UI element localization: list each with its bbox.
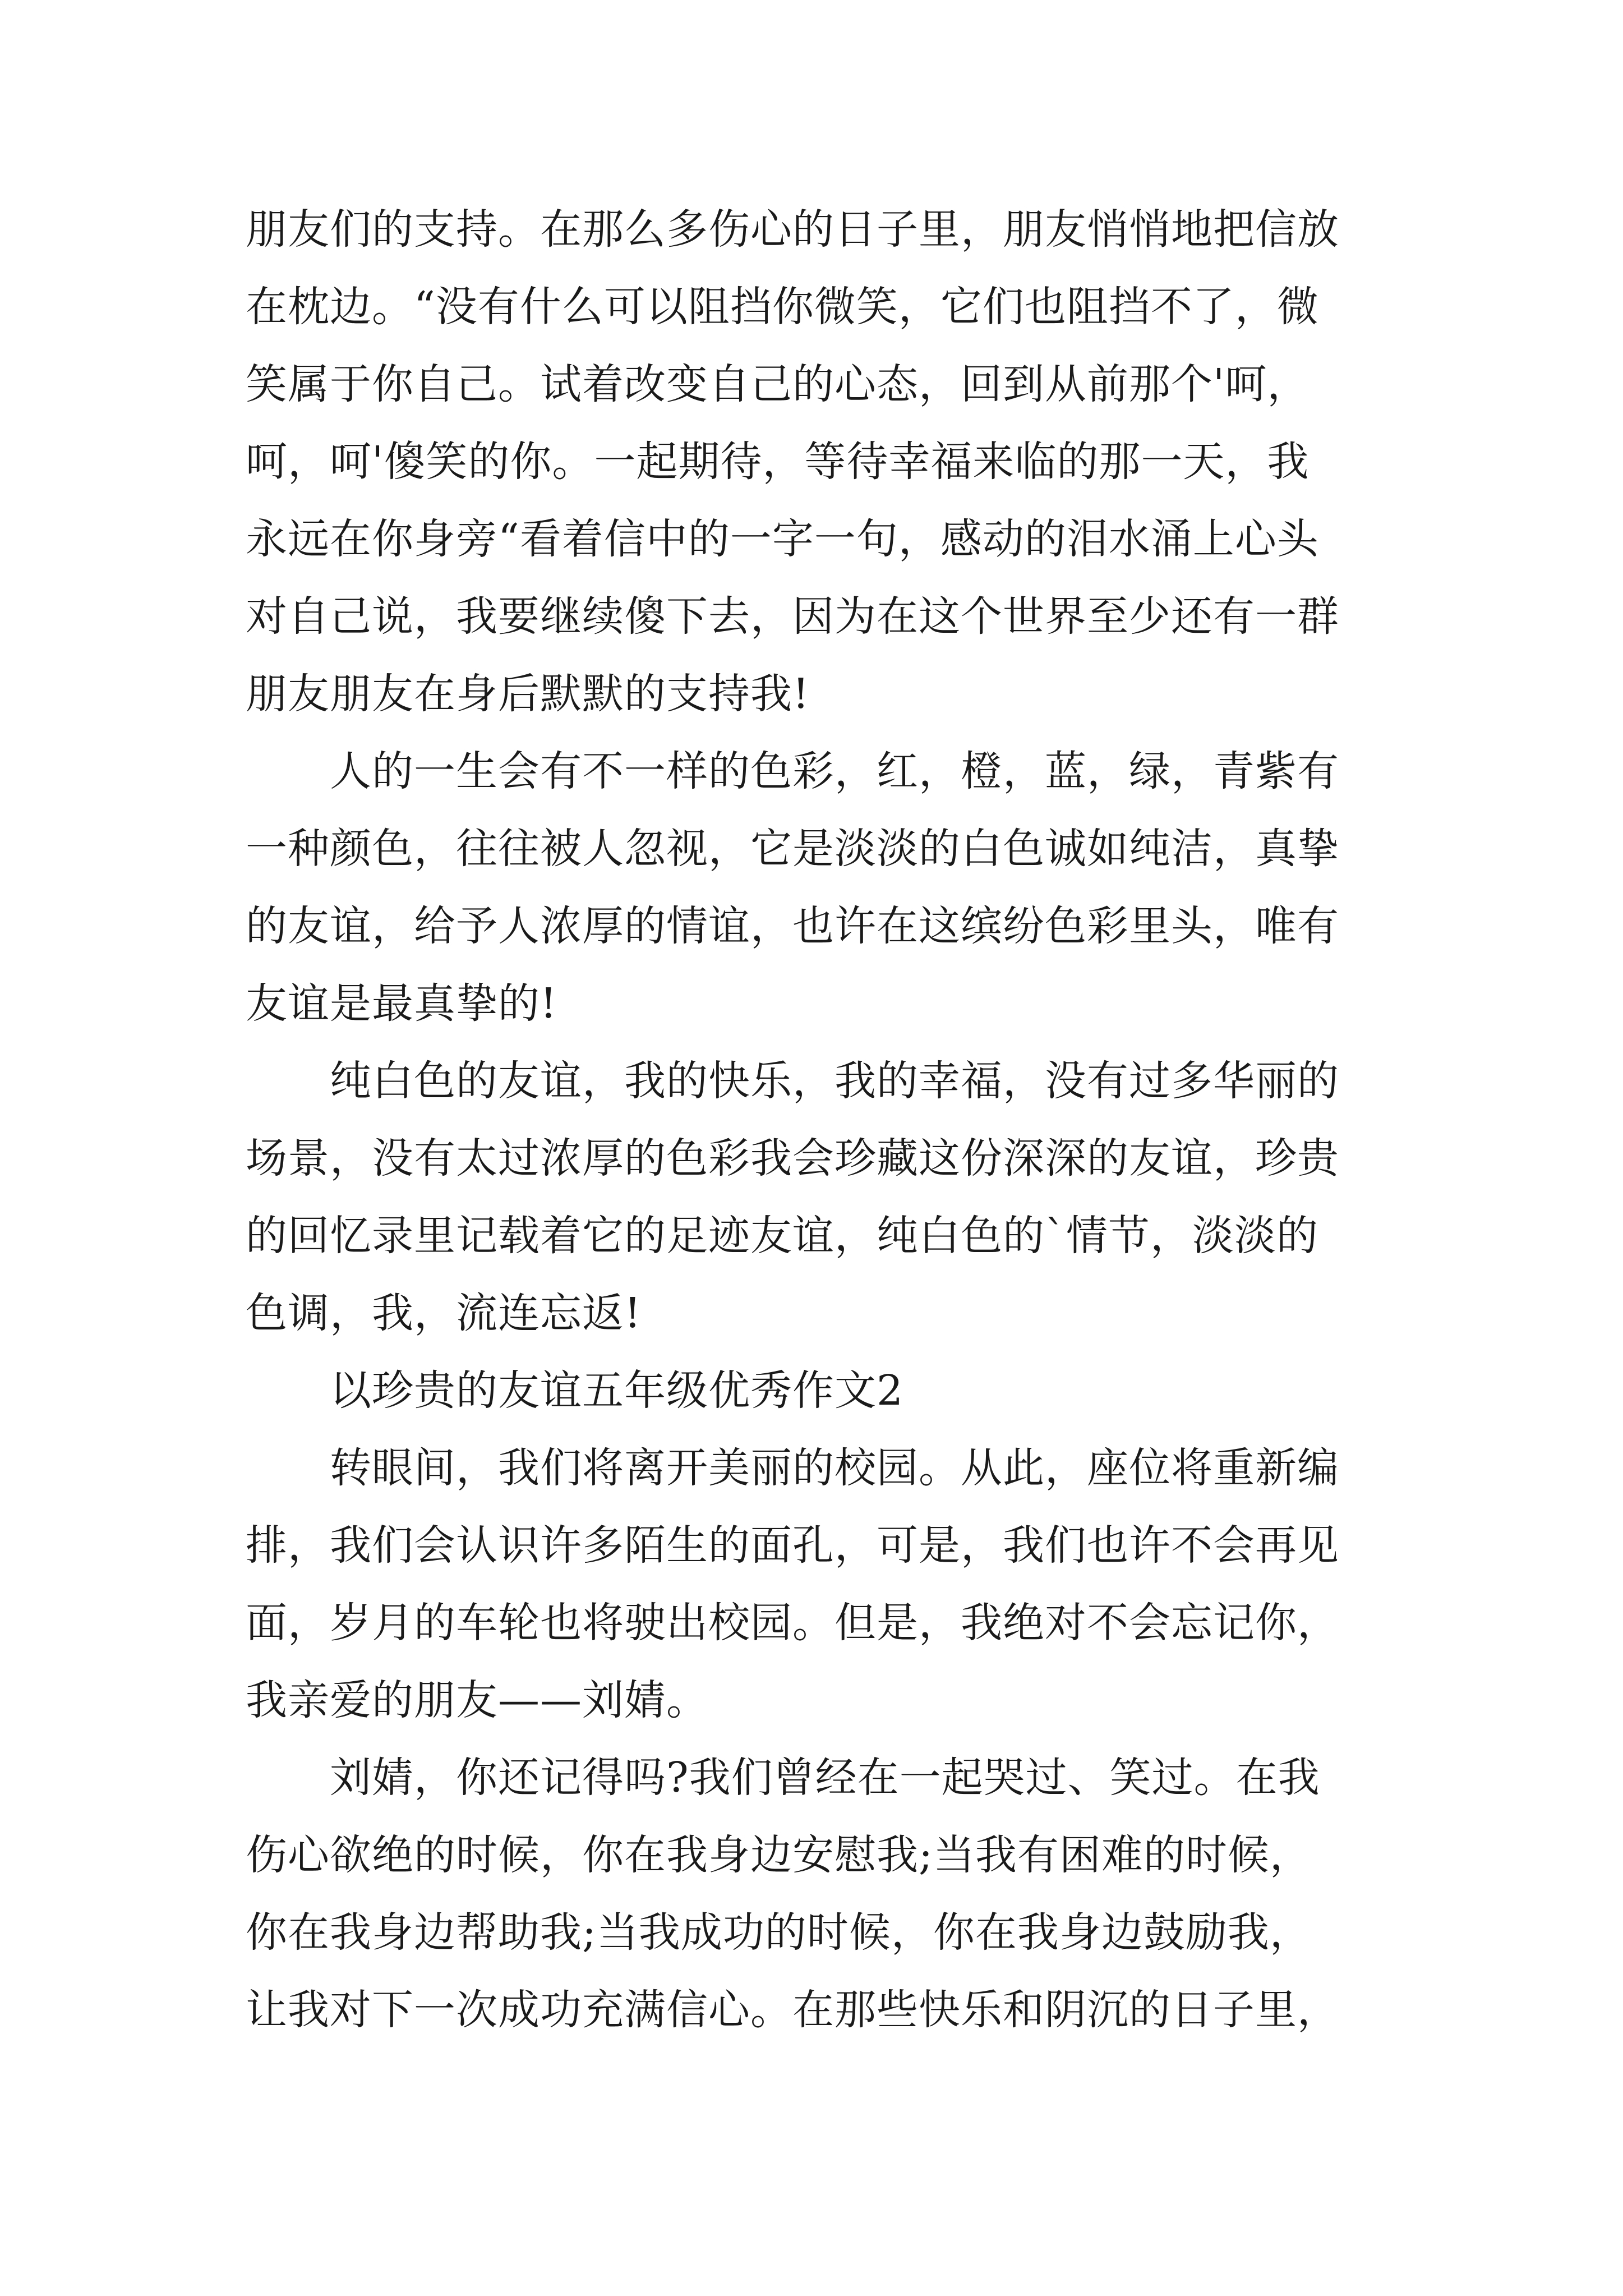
document-body: [246, 191, 1395, 2049]
text-line: 朋友朋友在身后默默的支持我!: [246, 670, 810, 718]
text-line: 呵，呵'傻笑的你。一起期待，等待幸福来临的那一天，我: [246, 438, 1310, 486]
text-line: 永远在你身旁“看着信中的一字一句，感动的泪水涌上心头: [246, 515, 1319, 563]
text-line: 在枕边。“没有什么可以阻挡你微笑，它们也阻挡不了，微: [246, 283, 1319, 331]
text-line: 对自己说，我要继续傻下去，因为在这个世界至少还有一群: [246, 592, 1339, 641]
text-line: 你在我身边帮助我;当我成功的时候，你在我身边鼓励我，: [246, 1908, 1312, 1957]
text-line: 色调，我，流连忘返!: [246, 1289, 642, 1337]
text-line: 伤心欲绝的时候，你在我身边安慰我;当我有困难的时候，: [246, 1831, 1312, 1879]
text-line: 场景，没有太过浓厚的色彩我会珍藏这份深深的友谊，珍贵: [246, 1134, 1339, 1182]
text-line: 纯白色的友谊，我的快乐，我的幸福，没有过多华丽的: [330, 1057, 1339, 1105]
text-line: 的友谊，给予人浓厚的情谊，也许在这缤纷色彩里头，唯有: [246, 902, 1339, 950]
text-line: 排，我们会认识许多陌生的面孔，可是，我们也许不会再见: [246, 1521, 1339, 1570]
text-line: 一种颜色，往往被人忽视，它是淡淡的白色诚如纯洁，真挚: [246, 825, 1339, 873]
text-line: 笑属于你自己。试着改变自己的心态，回到从前那个'呵，: [246, 360, 1310, 408]
text-line: 友谊是最真挚的!: [246, 979, 557, 1028]
text-line: 以珍贵的友谊五年级优秀作文2: [330, 1366, 904, 1415]
text-line: 转眼间，我们将离开美丽的校园。从此，座位将重新编: [330, 1444, 1339, 1492]
text-line: 面，岁月的车轮也将驶出校园。但是，我绝对不会忘记你，: [246, 1599, 1339, 1647]
text-line: 刘婧，你还记得吗?我们曾经在一起哭过、笑过。在我: [330, 1754, 1320, 1802]
text-line: 我亲爱的朋友——刘婧。: [246, 1676, 708, 1724]
text-line: 人的一生会有不一样的色彩，红，橙，蓝，绿，青紫有: [330, 747, 1339, 795]
text-line: 让我对下一次成功充满信心。在那些快乐和阴沉的日子里，: [246, 1986, 1339, 2034]
text-line: 的回忆录里记载着它的足迹友谊，纯白色的`情节，淡淡的: [246, 1212, 1318, 1260]
text-line: 朋友们的支持。在那么多伤心的日子里，朋友悄悄地把信放: [246, 205, 1339, 254]
